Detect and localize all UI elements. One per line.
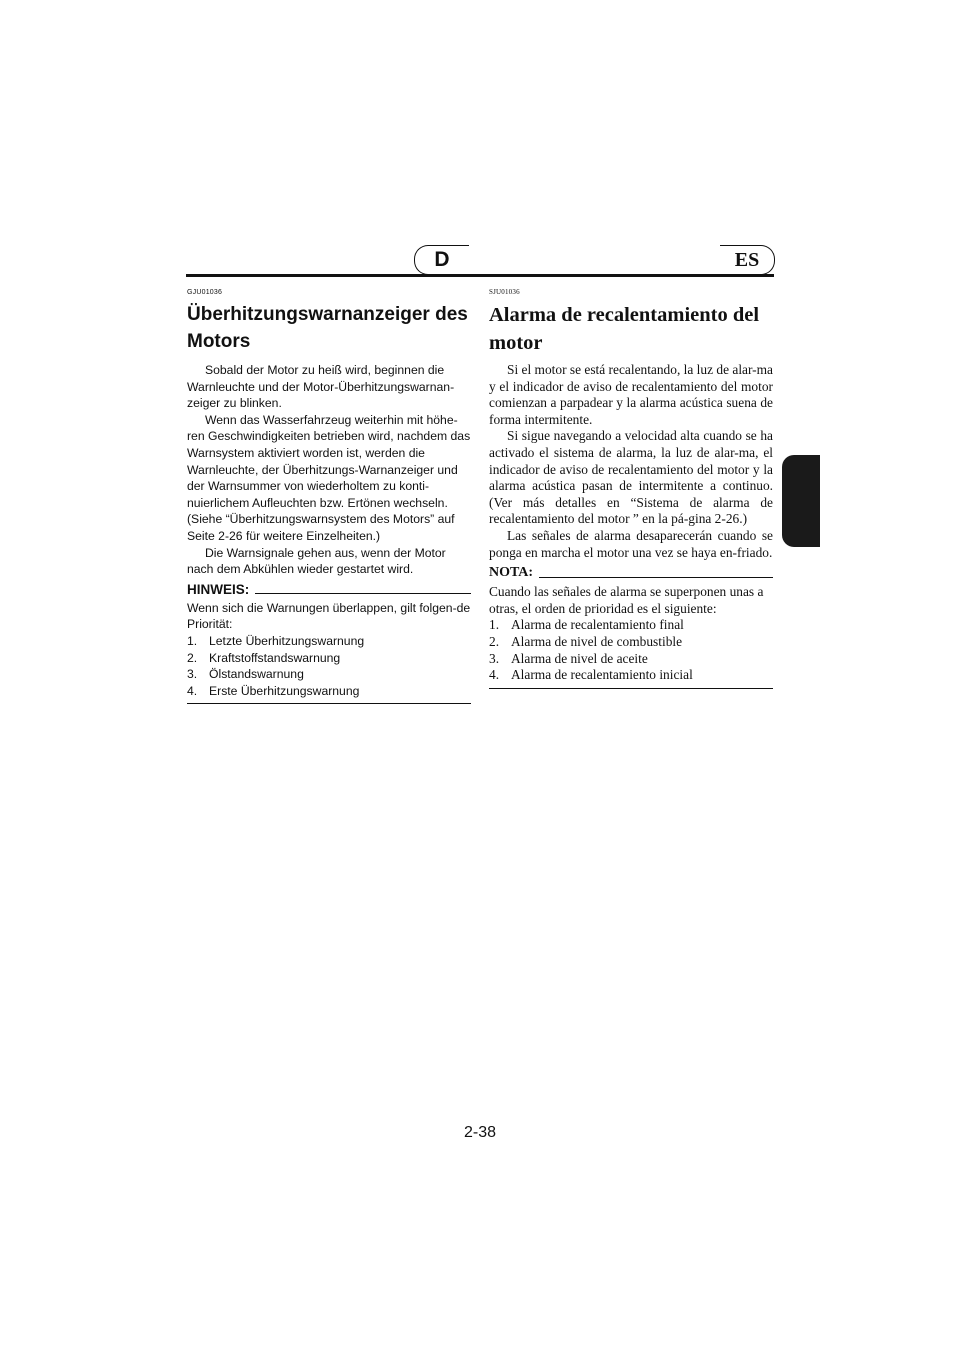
section-title: Überhitzungswarnanzeiger des Motors bbox=[187, 304, 468, 352]
list-item: 3. Ölstandswarnung bbox=[187, 667, 304, 682]
paragraph-1: Si el motor se está recalentando, la luz de alar-ma y el indicador de aviso de recalentamiento del motor comienzan a parpadear y la alarma acústica suena de forma intermitente. bbox=[489, 362, 773, 427]
priority-list bbox=[489, 617, 773, 683]
section-code: SJU01036 bbox=[489, 288, 520, 296]
note-heading: HINWEIS: bbox=[187, 582, 471, 597]
list-item: 4. Alarma de recalentamiento inicial bbox=[489, 667, 693, 683]
page-number: 2-38 bbox=[463, 1124, 497, 1141]
note-heading: NOTA: bbox=[489, 565, 773, 581]
note-end-rule bbox=[489, 688, 773, 689]
language-tab-german: D bbox=[414, 245, 469, 275]
paragraph-3: Las señales de alarma desaparecerán cuando se ponga en marcha el motor una vez se haya en-friado. bbox=[489, 527, 773, 560]
header-rule bbox=[186, 274, 774, 277]
list-item: 2. Alarma de nivel de combustible bbox=[489, 633, 683, 649]
list-item: 3. Alarma de nivel de aceite bbox=[489, 650, 648, 666]
paragraph-2: Wenn das Wasserfahrzeug weiterhin mit höhe-ren Geschwindigkeiten betrieben wird, nachdem das Warnsystem aktiviert worden ist, werden die Warnleuchte, der Überhitzungs-Warnanzeiger und der Warnsummer von wiederholtem zu konti-nuierlichem Aufleuchten bzw. Ertönen wechseln. (Siehe “Überhitzungswarnsystem des Motors” auf Seite 2-26 für weitere Einzelheiten.) bbox=[187, 412, 471, 543]
list-item: 4. Erste Überhitzungswarnung bbox=[187, 683, 360, 698]
note-end-rule bbox=[187, 703, 471, 704]
note-text: Cuando las señales de alarma se superponen unas a otras, el orden de prioridad es el siguiente: bbox=[489, 584, 764, 616]
section-code: GJU01036 bbox=[187, 289, 223, 296]
language-tab-spanish: ES bbox=[720, 245, 775, 275]
note-text: Wenn sich die Warnungen überlappen, gilt folgen-de Priorität: bbox=[187, 600, 471, 632]
chapter-thumb-tab bbox=[782, 455, 820, 547]
paragraph-3: Die Warnsignale gehen aus, wenn der Motor nach dem Abkühlen wieder gestartet wird. bbox=[187, 545, 446, 577]
spanish-column bbox=[489, 288, 773, 689]
section-title: Alarma de recalentamiento del motor bbox=[489, 304, 760, 354]
list-item: 1. Letzte Überhitzungswarnung bbox=[187, 633, 365, 648]
paragraph-1: Sobald der Motor zu heiß wird, beginnen die Warnleuchte und der Motor-Überhitzungswarnan-zeiger zu blinken. bbox=[187, 363, 455, 411]
german-column bbox=[187, 288, 471, 704]
list-item: 1. Alarma de recalentamiento final bbox=[489, 617, 684, 633]
paragraph-2: Si sigue navegando a velocidad alta cuando se ha activado el sistema de alarma, la luz de alar-ma, el indicador de aviso de recalentamiento del motor y la alarma acústica pasan de intermitente a continuo. (Ver más detalles en “Sistema de alarma de recalentamiento del motor ” en la pá-gina 2-26.) bbox=[489, 428, 773, 527]
priority-list bbox=[187, 633, 471, 699]
list-item: 2. Kraftstoffstandswarnung bbox=[187, 650, 341, 665]
